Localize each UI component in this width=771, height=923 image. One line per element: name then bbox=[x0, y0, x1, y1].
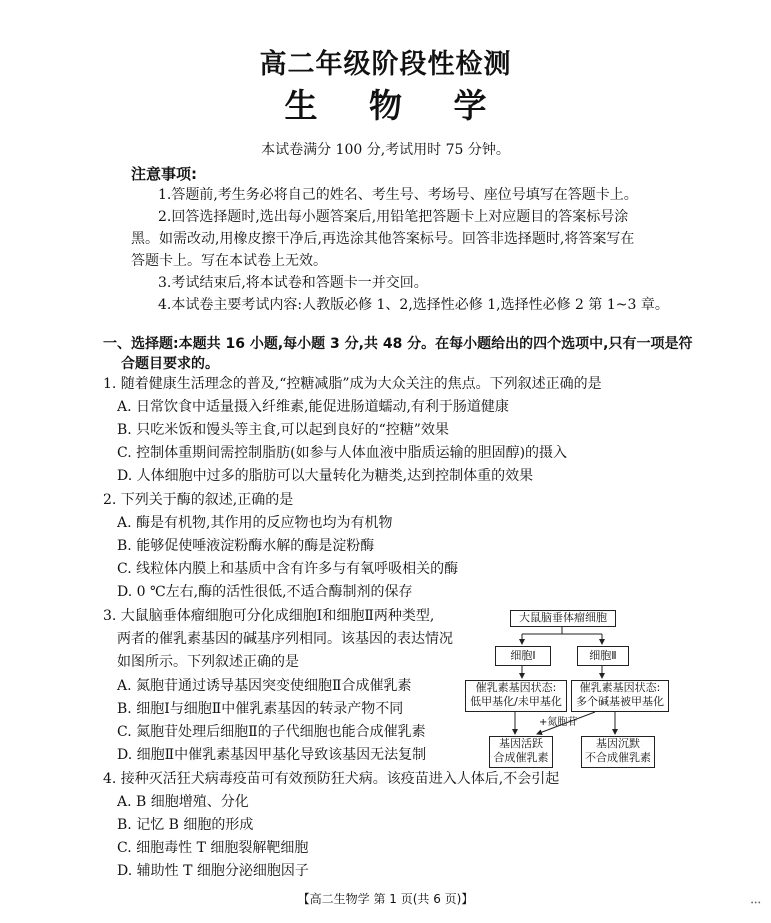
option: D. 细胞Ⅱ中催乳素基因甲基化导致该基因无法复制 bbox=[117, 747, 427, 763]
option: B. 记忆 B 细胞的形成 bbox=[117, 817, 254, 833]
diagram-drug-label: +氮胞苷 bbox=[539, 717, 578, 728]
state2-line1: 催乳素基因状态: bbox=[579, 681, 661, 694]
exam-title: 高二年级阶段性检测 bbox=[259, 49, 512, 80]
option: A. 酶是有机物,其作用的反应物也均为有机物 bbox=[117, 515, 393, 531]
note-line: 3.考试结束后,将本试卷和答题卡一并交回。 bbox=[158, 275, 428, 291]
notes-heading: 注意事项: bbox=[131, 165, 197, 183]
question-stem: 3. 大鼠脑垂体瘤细胞可分化成细胞Ⅰ和细胞Ⅱ两种类型, bbox=[103, 608, 435, 624]
note-line: 答题卡上。写在本试卷上无效。 bbox=[131, 253, 327, 269]
gene-expression-diagram bbox=[455, 600, 670, 775]
result2-line2: 不合成催乳素 bbox=[585, 751, 651, 764]
note-line: 1.答题前,考生务必将自己的姓名、考生号、考场号、座位号填写在答题卡上。 bbox=[158, 187, 638, 203]
page-footer: 【高二生物学 第 1 页(共 6 页)】 bbox=[297, 892, 474, 906]
option: B. 细胞Ⅰ与细胞Ⅱ中催乳素基因的转录产物不同 bbox=[117, 701, 404, 717]
state2-line2: 多个碱基被甲基化 bbox=[576, 695, 664, 708]
exam-info: 本试卷满分 100 分,考试用时 75 分钟。 bbox=[261, 142, 510, 158]
diagram-result2-box bbox=[581, 736, 655, 768]
diagram-state1-box bbox=[465, 680, 567, 712]
result2-line1: 基因沉默 bbox=[596, 737, 640, 750]
section-heading-cont: 合题目要求的。 bbox=[121, 356, 219, 372]
option: B. 能够促使唾液淀粉酶水解的酶是淀粉酶 bbox=[117, 538, 375, 554]
diagram-cell1-box: 细胞Ⅰ bbox=[495, 646, 551, 666]
option: D. 人体细胞中过多的脂肪可以大量转化为糖类,达到控制体重的效果 bbox=[117, 468, 534, 484]
subject-title: 生 物 学 bbox=[284, 86, 507, 125]
result1-line1: 基因活跃 bbox=[499, 737, 543, 750]
question-stem: 2. 下列关于酶的叙述,正确的是 bbox=[103, 492, 294, 508]
diagram-cell2-box: 细胞Ⅱ bbox=[577, 646, 629, 666]
question-stem-cont: 如图所示。下列叙述正确的是 bbox=[117, 654, 299, 670]
option: C. 线粒体内膜上和基质中含有许多与有氧呼吸相关的酶 bbox=[117, 561, 459, 577]
option: D. 辅助性 T 细胞分泌细胞因子 bbox=[117, 863, 309, 879]
note-line: 4.本试卷主要考试内容:人教版必修 1、2,选择性必修 1,选择性必修 2 第 1~3 章。 bbox=[158, 297, 669, 313]
diagram-top-box: 大鼠脑垂体瘤细胞 bbox=[510, 610, 616, 627]
option: A. 氮胞苷通过诱导基因突变使细胞Ⅱ合成催乳素 bbox=[117, 678, 412, 694]
question-stem-cont: 两者的催乳素基因的碱基序列相同。该基因的表达情况 bbox=[117, 631, 453, 647]
result1-line2: 合成催乳素 bbox=[493, 751, 549, 764]
option: C. 氮胞苷处理后细胞Ⅱ的子代细胞也能合成催乳素 bbox=[117, 724, 426, 740]
option: A. B 细胞增殖、分化 bbox=[117, 794, 249, 810]
question-stem: 4. 接种灭活狂犬病毒疫苗可有效预防狂犬病。该疫苗进入人体后,不会引起 bbox=[103, 771, 560, 787]
diagram-result1-box bbox=[489, 736, 553, 768]
option: B. 只吃米饭和馒头等主食,可以起到良好的“控糖”效果 bbox=[117, 422, 449, 438]
corner-mark: ••• bbox=[750, 900, 761, 907]
option: C. 控制体重期间需控制脂肪(如参与人体血液中脂质运输的胆固醇)的摄入 bbox=[117, 445, 568, 461]
option: C. 细胞毒性 T 细胞裂解靶细胞 bbox=[117, 840, 309, 856]
option: A. 日常饮食中适量摄入纤维素,能促进肠道蠕动,有利于肠道健康 bbox=[117, 399, 509, 415]
option: D. 0 ℃左右,酶的活性很低,不适合酶制剂的保存 bbox=[117, 584, 413, 600]
state1-line2: 低甲基化/未甲基化 bbox=[470, 695, 562, 708]
state1-line1: 催乳素基因状态: bbox=[475, 681, 557, 694]
note-line: 2.回答选择题时,选出每小题答案后,用铅笔把答题卡上对应题目的答案标号涂 bbox=[158, 209, 629, 225]
diagram-state2-box bbox=[571, 680, 669, 712]
note-line: 黑。如需改动,用橡皮擦干净后,再选涂其他答案标号。回答非选择题时,将答案写在 bbox=[131, 231, 635, 247]
question-stem: 1. 随着健康生活理念的普及,“控糖减脂”成为大众关注的焦点。下列叙述正确的是 bbox=[103, 376, 602, 392]
section-heading: 一、选择题:本题共 16 小题,每小题 3 分,共 48 分。在每小题给出的四个选项中,只有一项是符 bbox=[103, 336, 693, 352]
